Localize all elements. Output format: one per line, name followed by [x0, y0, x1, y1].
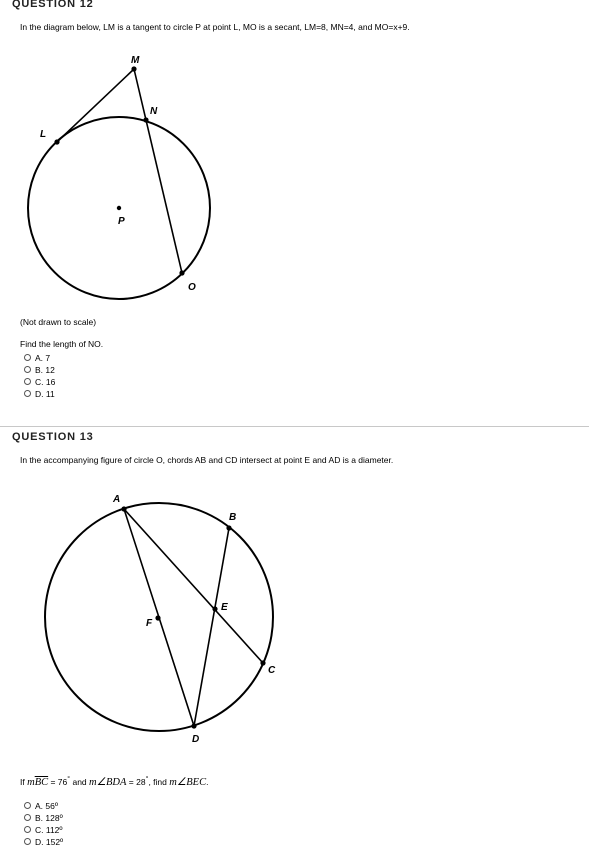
q12-option-d-label: D. 11: [35, 388, 55, 399]
point-n: [143, 117, 148, 122]
label-n: N: [150, 106, 158, 117]
angle-bda: ∠BDA: [96, 776, 127, 788]
tangent-lm: [57, 69, 134, 142]
question-divider: [0, 426, 589, 427]
angle-bec: ∠BEC: [176, 776, 207, 788]
question-13-prompt: If $m\overline{BC} = 76^\circ$ and m∠BDA = 28°, find m∠BEC.: [20, 775, 209, 788]
q12-radio-c[interactable]: [24, 378, 31, 385]
q13-radio-a[interactable]: [24, 802, 31, 809]
q13-radio-c[interactable]: [24, 826, 31, 833]
label-o: O: [188, 282, 196, 293]
q13-option-a[interactable]: [24, 800, 58, 811]
q12-radio-b[interactable]: [24, 366, 31, 373]
question-12-header: QUESTION 12: [12, 0, 94, 10]
label-e: E: [221, 602, 228, 613]
point-e: [212, 606, 217, 611]
question-13-diagram: [0, 480, 300, 750]
label-d: D: [192, 734, 200, 745]
q12-option-a-label: A. 7: [35, 352, 51, 363]
label-p: P: [118, 216, 125, 227]
label-m: M: [131, 55, 140, 66]
point-p: [117, 206, 121, 210]
label-f: F: [146, 618, 153, 629]
q12-option-b-label: B. 12: [35, 364, 55, 375]
q13-option-b[interactable]: [24, 812, 63, 823]
label-c: C: [268, 665, 276, 676]
q12-option-c[interactable]: [24, 376, 55, 387]
q13-option-d[interactable]: [24, 836, 63, 847]
question-13-header: QUESTION 13: [12, 431, 94, 443]
question-13-text: In the accompanying figure of circle O, chords AB and CD intersect at point E and AD is a diameter.: [20, 455, 394, 465]
label-l: L: [40, 129, 47, 140]
q13-option-b-label: B. 128º: [35, 812, 63, 823]
not-to-scale-note: (Not drawn to scale): [20, 317, 97, 327]
label-a: A: [113, 494, 121, 505]
chord-ac: [124, 509, 263, 663]
point-a: [121, 506, 126, 511]
q12-option-b[interactable]: [24, 364, 55, 375]
chord-bd: [194, 528, 229, 726]
point-m: [131, 66, 136, 71]
q13-option-d-label: D. 152º: [35, 836, 64, 847]
point-l: [54, 139, 59, 144]
q13-option-a-label: A. 56º: [35, 800, 58, 811]
point-f: [155, 615, 160, 620]
q13-option-c[interactable]: [24, 824, 63, 835]
q13-radio-d[interactable]: [24, 838, 31, 845]
q12-radio-d[interactable]: [24, 390, 31, 397]
q13-radio-b[interactable]: [24, 814, 31, 821]
q12-option-d[interactable]: [24, 388, 55, 399]
point-c: [260, 660, 265, 665]
question-12-prompt: Find the length of NO.: [20, 339, 104, 349]
arc-bc: $\overline{BC}$: [34, 776, 49, 788]
label-b: B: [229, 512, 237, 523]
question-12-text: In the diagram below, LM is a tangent to circle P at point L, MO is a secant, LM=8, MN=4, and MO=x+9.: [20, 22, 410, 32]
q12-option-c-label: C. 16: [35, 376, 56, 387]
q12-option-a[interactable]: [24, 352, 50, 363]
point-o: [179, 270, 184, 275]
q12-radio-a[interactable]: [24, 354, 31, 361]
question-12-diagram: [0, 40, 260, 310]
secant-mo: [134, 69, 182, 273]
point-d: [191, 723, 196, 728]
point-b: [226, 525, 231, 530]
q13-option-c-label: C. 112º: [35, 824, 63, 835]
